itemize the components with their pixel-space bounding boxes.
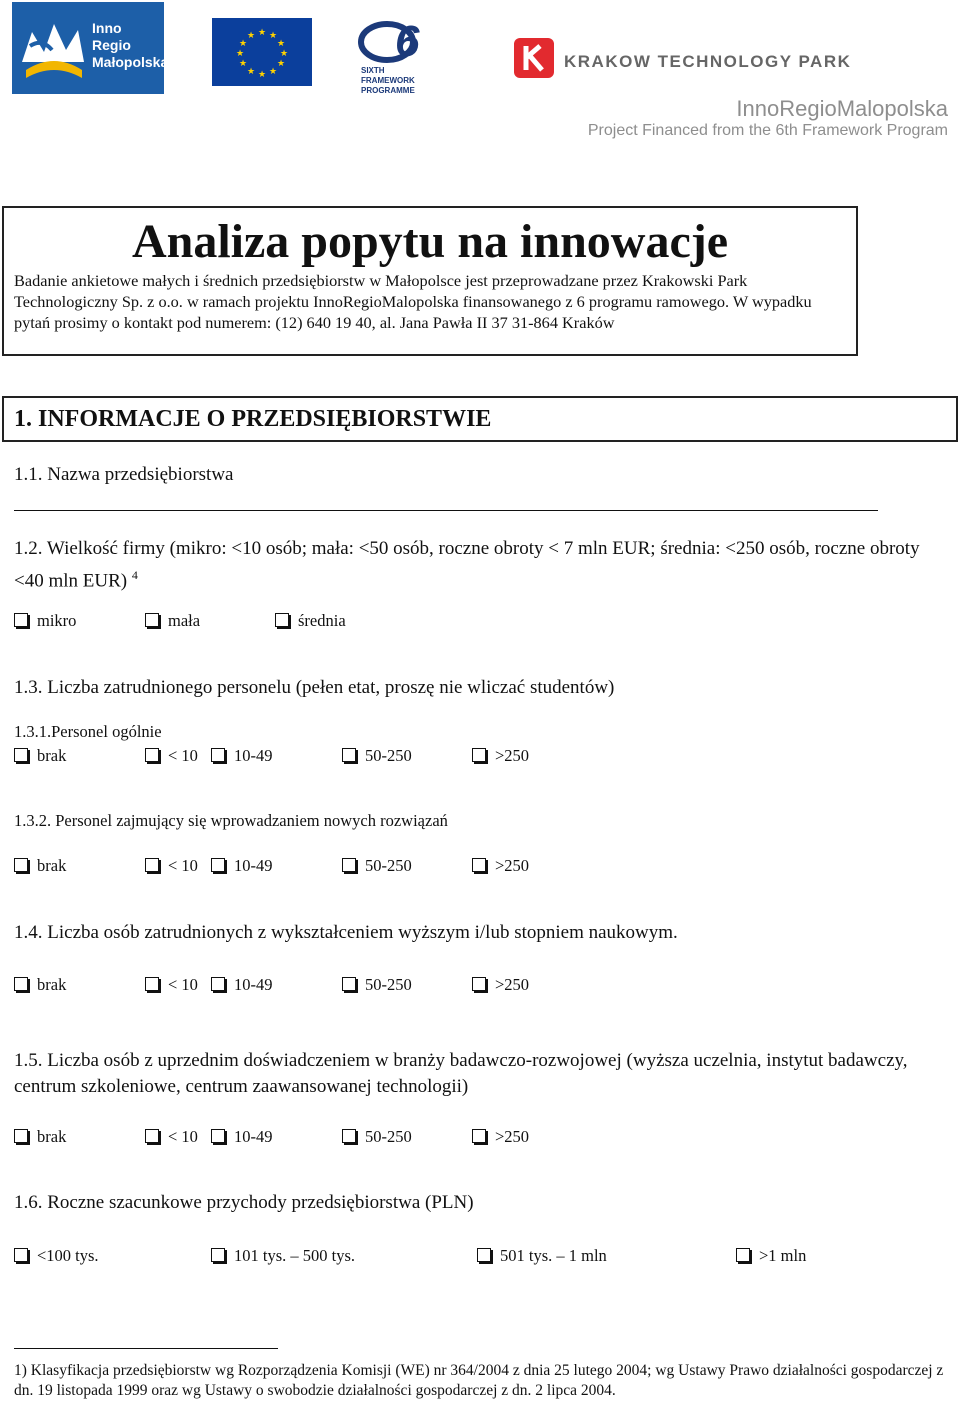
option-label: mikro [37, 611, 77, 630]
checkbox-icon[interactable] [736, 1248, 750, 1262]
option-label: >250 [495, 975, 530, 994]
option-label: >250 [495, 856, 530, 875]
option-label: < 10 [168, 1127, 198, 1146]
checkbox-icon[interactable] [14, 858, 28, 872]
checkbox-icon[interactable] [14, 1129, 28, 1143]
intro-text: Badanie ankietowe małych i średnich przedsiębiorstw w Małopolsce jest przeprowadzane przez Krakowski Park Technologiczny Sp. z o.o. w ramach projektu InnoRegioMalopolska finansowanego z 6 programu ramowego. W wypadku pytań prosimy o kontakt pod numerem: (12) 640 19 40, al. Jana Pawła II 37 31-864 Kraków [14, 271, 812, 332]
company-name-field[interactable] [14, 510, 878, 511]
checkbox-icon[interactable] [14, 977, 28, 991]
option-gt1m[interactable] [736, 1246, 806, 1266]
option-gt250[interactable] [472, 975, 529, 995]
option-brak[interactable] [14, 746, 66, 766]
checkbox-icon[interactable] [14, 613, 28, 627]
option-label: >1 mln [759, 1246, 807, 1265]
svg-text:★: ★ [268, 67, 278, 77]
checkbox-icon[interactable] [211, 748, 225, 762]
footnote: 1) Klasyfikacja przedsiębiorstw wg Rozporządzenia Komisji (WE) nr 364/2004 z dnia 25 lutego 2004; wg Ustawy Prawo działalności gospodarczej z dn. 19 listopada 1999 oraz wg Ustawy o swobodzie działalności gospodarczej z dn. 2 lipca 2004. [14, 1362, 944, 1399]
svg-text:★: ★ [238, 39, 248, 49]
fp-caption-line1: SIXTH FRAMEWORK [361, 66, 415, 85]
svg-text:★: ★ [279, 49, 289, 59]
option-label: brak [37, 746, 67, 765]
svg-text:★: ★ [238, 59, 248, 69]
ktp-k-icon [514, 38, 554, 78]
question-1-4: 1.4. Liczba osób zatrudnionych z wykształceniem wyższym i/lub stopniem naukowym. [14, 922, 678, 943]
option-label: brak [37, 1127, 67, 1146]
eu-stars-icon [212, 18, 312, 86]
option-gt250[interactable] [472, 1127, 529, 1147]
checkbox-icon[interactable] [211, 977, 225, 991]
innoregio-emblem-icon [18, 12, 90, 86]
option-label: < 10 [168, 856, 198, 875]
option-lt10[interactable] [145, 1127, 198, 1147]
fp-caption-line2: PROGRAMME [361, 86, 415, 95]
option-lt100k[interactable] [14, 1246, 99, 1266]
project-subtitle: Project Financed from the 6th Framework Program [587, 122, 948, 139]
option-label: 50-250 [365, 975, 412, 994]
ktp-logo-mark [514, 38, 554, 78]
svg-text:★: ★ [246, 31, 256, 41]
checkbox-icon[interactable] [211, 1248, 225, 1262]
question-1-2-text: 1.2. Wielkość firmy (mikro: <10 osób; mała: <50 osób, roczne obroty < 7 mln EUR; średnia: <250 osób, roczne obroty <40 mln EUR) [14, 538, 920, 592]
svg-text:★: ★ [276, 39, 286, 49]
checkbox-icon[interactable] [472, 858, 486, 872]
option-gt250[interactable] [472, 856, 529, 876]
option-10-49[interactable] [211, 1127, 273, 1147]
svg-text:★: ★ [246, 67, 256, 77]
svg-text:★: ★ [257, 70, 267, 80]
logo-inno-line2: Regio [92, 37, 131, 53]
option-label: >250 [495, 746, 530, 765]
svg-text:6: 6 [395, 17, 420, 66]
option-brak[interactable] [14, 856, 66, 876]
checkbox-icon[interactable] [145, 977, 159, 991]
section-header [2, 396, 958, 442]
option-label: mała [168, 611, 201, 630]
question-1-2 [14, 536, 950, 594]
eu-flag-logo [212, 18, 312, 86]
checkbox-icon[interactable] [14, 748, 28, 762]
option-label: 50-250 [365, 856, 412, 875]
framework-6-icon [355, 14, 435, 66]
option-101k-500k[interactable] [211, 1246, 355, 1266]
checkbox-icon[interactable] [145, 858, 159, 872]
option-mikro[interactable] [14, 611, 76, 631]
footnote-divider [14, 1348, 278, 1349]
section-title: 1. INFORMACJE O PRZEDSIĘBIORSTWIE [14, 406, 492, 432]
checkbox-icon[interactable] [472, 977, 486, 991]
option-lt10[interactable] [145, 746, 198, 766]
option-50-250[interactable] [342, 746, 412, 766]
option-brak[interactable] [14, 975, 66, 995]
svg-text:★: ★ [276, 59, 286, 69]
checkbox-icon[interactable] [211, 1129, 225, 1143]
question-1-3-1: 1.3.1.Personel ogólnie [14, 722, 162, 741]
option-lt10[interactable] [145, 856, 198, 876]
svg-text:★: ★ [257, 28, 267, 38]
option-label: < 10 [168, 746, 198, 765]
option-gt250[interactable] [472, 746, 529, 766]
question-1-3-2: 1.3.2. Personel zajmujący się wprowadzaniem nowych rozwiązań [14, 811, 448, 830]
option-label: 10-49 [234, 856, 273, 875]
ktp-logo-text: KRAKOW TECHNOLOGY PARK [564, 52, 852, 71]
checkbox-icon[interactable] [342, 977, 356, 991]
option-label: < 10 [168, 975, 198, 994]
option-label: 50-250 [365, 746, 412, 765]
option-mala[interactable] [145, 611, 200, 631]
document-title: Analiza popytu na innowacje [131, 215, 729, 268]
option-label: brak [37, 975, 67, 994]
option-501k-1m[interactable] [477, 1246, 607, 1266]
option-srednia[interactable] [275, 611, 346, 631]
option-label: 101 tys. – 500 tys. [234, 1246, 356, 1265]
option-10-49[interactable] [211, 975, 273, 995]
option-10-49[interactable] [211, 746, 273, 766]
option-label: 10-49 [234, 975, 273, 994]
checkbox-icon[interactable] [14, 1248, 28, 1262]
sixth-framework-logo [355, 14, 435, 95]
project-title: InnoRegioMalopolska [736, 96, 948, 121]
checkbox-icon[interactable] [145, 748, 159, 762]
innoregio-logo [12, 2, 169, 94]
checkbox-icon[interactable] [477, 1248, 491, 1262]
footnote-ref: 4 [131, 568, 138, 582]
logo-inno-line3: Małopolska [92, 54, 169, 70]
question-1-1: 1.1. Nazwa przedsiębiorstwa [14, 464, 234, 485]
option-label: średnia [298, 611, 346, 630]
option-50-250[interactable] [342, 1127, 412, 1147]
option-label: <100 tys. [37, 1246, 99, 1265]
checkbox-icon[interactable] [211, 858, 225, 872]
option-label: 10-49 [234, 746, 273, 765]
checkbox-icon[interactable] [342, 748, 356, 762]
checkbox-icon[interactable] [472, 748, 486, 762]
checkbox-icon[interactable] [342, 858, 356, 872]
option-label: 10-49 [234, 1127, 273, 1146]
logo-inno-line1: Inno [92, 20, 122, 36]
question-1-3: 1.3. Liczba zatrudnionego personelu (pełen etat, proszę nie wliczać studentów) [14, 677, 615, 698]
checkbox-icon[interactable] [275, 613, 289, 627]
question-1-6: 1.6. Roczne szacunkowe przychody przedsiębiorstwa (PLN) [14, 1192, 474, 1213]
option-10-49[interactable] [211, 856, 273, 876]
option-label: 50-250 [365, 1127, 412, 1146]
option-label: brak [37, 856, 67, 875]
option-50-250[interactable] [342, 975, 412, 995]
checkbox-icon[interactable] [145, 613, 159, 627]
intro-box [2, 206, 858, 356]
option-label: 501 tys. – 1 mln [500, 1246, 607, 1265]
option-lt10[interactable] [145, 975, 198, 995]
question-1-5: 1.5. Liczba osób z uprzednim doświadczeniem w branży badawczo-rozwojowej (wyższa uczelnia, instytut badawczy, centrum szkoleniowe, centrum zaawansowanej technologii) [14, 1050, 908, 1097]
option-label: >250 [495, 1127, 530, 1146]
option-brak[interactable] [14, 1127, 66, 1147]
checkbox-icon[interactable] [342, 1129, 356, 1143]
checkbox-icon[interactable] [472, 1129, 486, 1143]
option-50-250[interactable] [342, 856, 412, 876]
checkbox-icon[interactable] [145, 1129, 159, 1143]
svg-text:★: ★ [235, 49, 245, 59]
svg-text:★: ★ [268, 31, 278, 41]
